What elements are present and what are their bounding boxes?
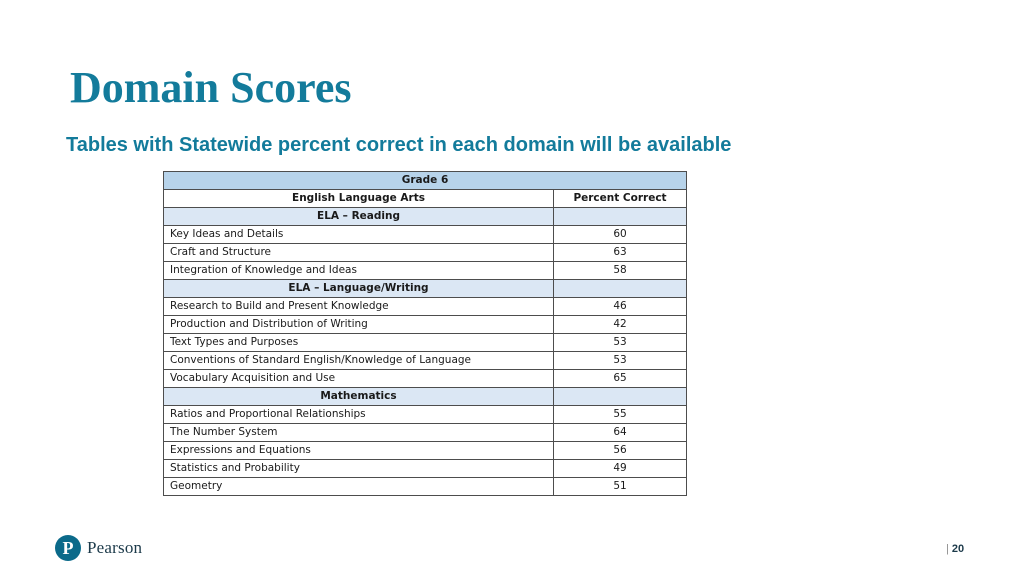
table-row: [164, 442, 687, 460]
domain-name-cell: Craft and Structure: [164, 244, 554, 262]
percent-correct-cell: 63: [554, 244, 687, 262]
column-header-value: Percent Correct: [554, 190, 687, 208]
pearson-logo-icon: P: [55, 535, 81, 561]
domain-name-cell: Geometry: [164, 478, 554, 496]
table-row: [164, 244, 687, 262]
domain-name-cell: Statistics and Probability: [164, 460, 554, 478]
grade-header: Grade 6: [164, 172, 687, 190]
table-row: [164, 316, 687, 334]
table-row: [164, 334, 687, 352]
domain-name-cell: Conventions of Standard English/Knowledge of Language: [164, 352, 554, 370]
section-header-row: [164, 208, 687, 226]
page-number-divider: |: [946, 543, 949, 555]
section-header-empty-cell: [554, 280, 687, 298]
percent-correct-cell: 53: [554, 334, 687, 352]
domain-name-cell: Text Types and Purposes: [164, 334, 554, 352]
domain-name-cell: Key Ideas and Details: [164, 226, 554, 244]
table-row: [164, 226, 687, 244]
table-row: [164, 406, 687, 424]
page-number-value: 20: [951, 543, 965, 555]
pearson-logo: [55, 535, 142, 561]
percent-correct-cell: 53: [554, 352, 687, 370]
percent-correct-cell: 65: [554, 370, 687, 388]
percent-correct-cell: 60: [554, 226, 687, 244]
slide-subtitle: Tables with Statewide percent correct in each domain will be available: [66, 134, 732, 156]
percent-correct-cell: 64: [554, 424, 687, 442]
table-row: [164, 424, 687, 442]
percent-correct-cell: 46: [554, 298, 687, 316]
page-number: [946, 543, 964, 555]
section-header: ELA – Language/Writing: [164, 280, 554, 298]
slide-title: Domain Scores: [70, 63, 352, 112]
section-header-empty-cell: [554, 208, 687, 226]
percent-correct-cell: 56: [554, 442, 687, 460]
section-header-row: [164, 388, 687, 406]
domain-scores-table: [163, 171, 687, 496]
percent-correct-cell: 51: [554, 478, 687, 496]
percent-correct-cell: 49: [554, 460, 687, 478]
domain-name-cell: Vocabulary Acquisition and Use: [164, 370, 554, 388]
domain-name-cell: Ratios and Proportional Relationships: [164, 406, 554, 424]
percent-correct-cell: 55: [554, 406, 687, 424]
section-header-empty-cell: [554, 388, 687, 406]
domain-name-cell: Expressions and Equations: [164, 442, 554, 460]
table-row: [164, 262, 687, 280]
column-header-subject: English Language Arts: [164, 190, 554, 208]
table-row: [164, 298, 687, 316]
section-header: Mathematics: [164, 388, 554, 406]
domain-name-cell: Integration of Knowledge and Ideas: [164, 262, 554, 280]
table-row: [164, 370, 687, 388]
table-body: [164, 172, 687, 496]
grade-header-row: [164, 172, 687, 190]
domain-name-cell: Research to Build and Present Knowledge: [164, 298, 554, 316]
table-row: [164, 352, 687, 370]
domain-name-cell: The Number System: [164, 424, 554, 442]
domain-name-cell: Production and Distribution of Writing: [164, 316, 554, 334]
table-row: [164, 478, 687, 496]
pearson-logo-text: Pearson: [87, 538, 143, 557]
percent-correct-cell: 58: [554, 262, 687, 280]
percent-correct-cell: 42: [554, 316, 687, 334]
column-header-row: [164, 190, 687, 208]
section-header-row: [164, 280, 687, 298]
table-row: [164, 460, 687, 478]
section-header: ELA – Reading: [164, 208, 554, 226]
